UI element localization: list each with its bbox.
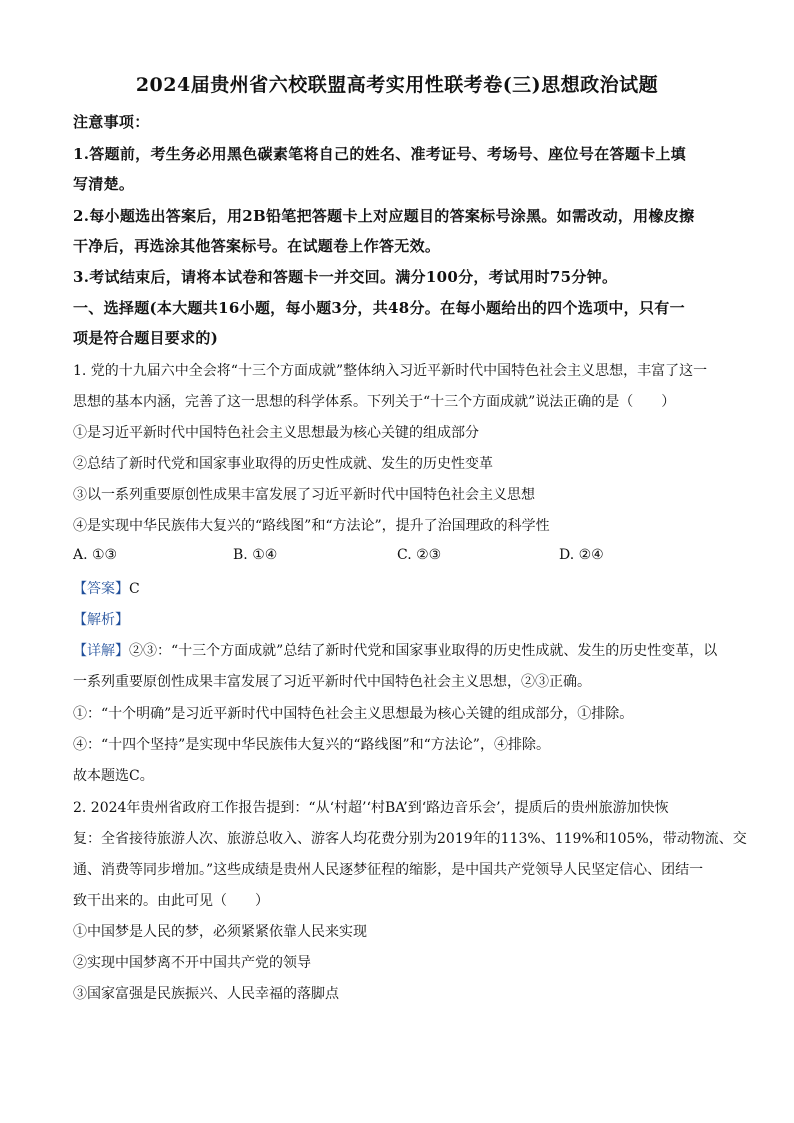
q1-detail-line: 一系列重要原创性成果丰富发展了习近平新时代中国特色社会主义思想，②③正确。 [73, 674, 591, 690]
q1-statement: ③以一系列重要原创性成果丰富发展了习近平新时代中国特色社会主义思想 [73, 487, 535, 503]
notice-item-1: 1.答题前，考生务必用黑色碳素笔将自己的姓名、准考证号、考场号、座位号在答题卡上填 [73, 145, 686, 163]
q1-option-a: A. ①③ [73, 547, 118, 563]
q1-conclusion: 故本题选C。 [73, 768, 154, 784]
q1-option-d: D. ②④ [559, 547, 604, 563]
notice-item-3: 3.考试结束后，请将本试卷和答题卡一并交回。满分100分，考试用时75分钟。 [73, 268, 618, 286]
q1-analysis [73, 609, 129, 629]
answer-tag: 【答案】 [73, 581, 129, 597]
q1-option-c: C. ②③ [397, 547, 442, 563]
q1-statement: ①是习近平新时代中国特色社会主义思想最为核心关键的组成部分 [73, 425, 479, 441]
analysis-tag: 【解析】 [73, 612, 129, 628]
notice-item-2: 2.每小题选出答案后，用2B铅笔把答题卡上对应题目的答案标号涂黑。如需改动，用橡皮擦 [73, 207, 695, 225]
q2-stem-line: 2. 2024年贵州省政府工作报告提到：“从‘村超’‘村BA’到‘路边音乐会’，提质后的贵州旅游加快恢 [73, 800, 669, 816]
q2-stem-line: 复：全省接待旅游人次、旅游总收入、游客人均花费分别为2019年的113%、119%和105%，带动物流、交 [73, 831, 747, 847]
q2-statement: ①中国梦是人民的梦，必须紧紧依靠人民来实现 [73, 924, 367, 940]
q1-detail [73, 640, 717, 660]
q1-detail-line: ④：“十四个坚持”是实现中华民族伟大复兴的“路线图”和“方法论”，④排除。 [73, 737, 550, 753]
section-heading-cont: 项是符合题目要求的) [73, 329, 219, 347]
q1-statement: ②总结了新时代党和国家事业取得的历史性成就、发生的历史性变革 [73, 456, 493, 472]
page-title: 2024届贵州省六校联盟高考实用性联考卷(三)思想政治试题 [135, 74, 659, 96]
q2-statement: ③国家富强是民族振兴、人民幸福的落脚点 [73, 986, 339, 1002]
q1-stem-line: 1. 党的十九届六中全会将“十三个方面成就”整体纳入习近平新时代中国特色社会主义思想，丰富了这一 [73, 363, 708, 379]
q2-statement: ②实现中国梦离不开中国共产党的领导 [73, 955, 311, 971]
q1-stem-line: 思想的基本内涵，完善了这一思想的科学体系。下列关于“十三个方面成就”说法正确的是（ ） [73, 394, 676, 410]
q1-answer [73, 578, 140, 598]
detail-tag: 【详解】 [73, 643, 129, 659]
notice-item-1-cont: 写清楚。 [73, 175, 135, 193]
q2-stem-line: 通、消费等同步增加。”这些成绩是贵州人民逐梦征程的缩影，是中国共产党领导人民坚定信心、团结一 [73, 862, 704, 878]
answer-value: C [129, 581, 140, 597]
q1-option-b: B. ①④ [233, 547, 278, 563]
notice-heading: 注意事项： [73, 113, 150, 131]
detail-text: ②③：“十三个方面成就”总结了新时代党和国家事业取得的历史性成就、发生的历史性变革，以 [129, 643, 718, 659]
section-heading: 一、选择题(本大题共16小题，每小题3分，共48分。在每小题给出的四个选项中，只有一 [73, 299, 685, 317]
notice-item-2-cont: 干净后，再选涂其他答案标号。在试题卷上作答无效。 [73, 237, 441, 255]
q1-detail-line: ①：“十个明确”是习近平新时代中国特色社会主义思想最为核心关键的组成部分，①排除。 [73, 706, 634, 722]
q1-statement: ④是实现中华民族伟大复兴的“路线图”和“方法论”，提升了治国理政的科学性 [73, 518, 550, 534]
q2-stem-line: 致干出来的。由此可见（ ） [73, 893, 269, 909]
